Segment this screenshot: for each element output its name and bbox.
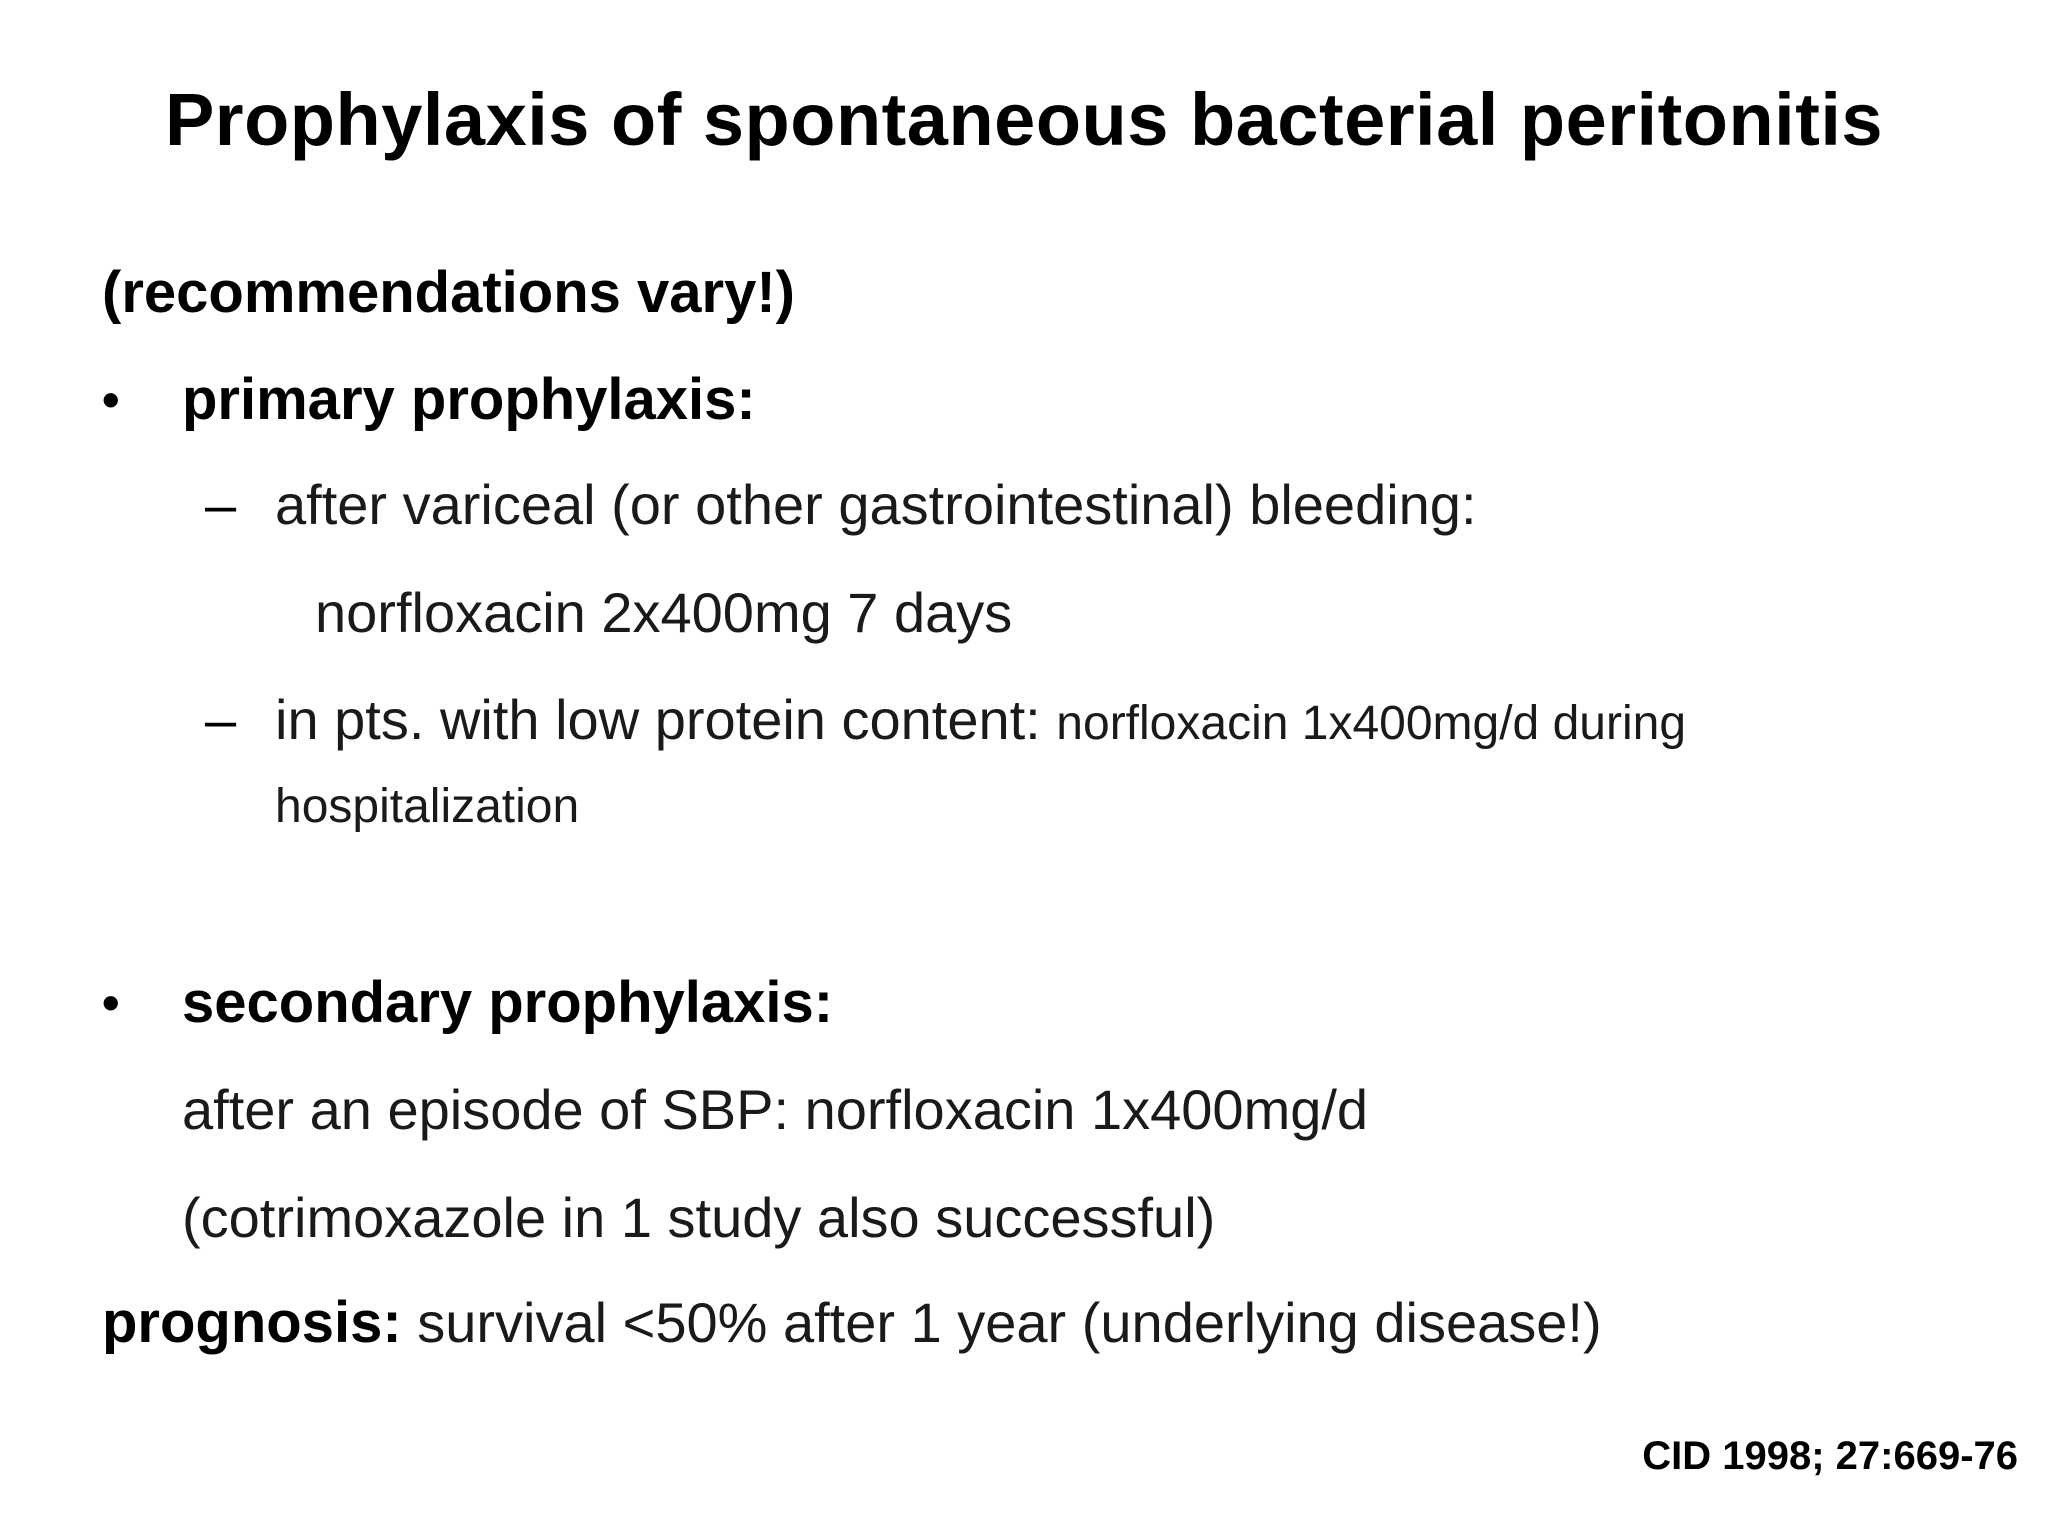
secondary-line-1: after an episode of SBP: norfloxacin 1x400mg/d: [182, 1078, 1369, 1141]
secondary-line-2: (cotrimoxazole in 1 study also successful): [182, 1186, 1216, 1249]
slide-title: Prophylaxis of spontaneous bacterial peritonitis: [164, 78, 1884, 161]
bullet-secondary: •: [102, 975, 120, 1031]
secondary-heading: secondary prophylaxis:: [182, 970, 834, 1035]
primary-item-2-text-small: norfloxacin 1x400mg/d during: [1056, 697, 1687, 750]
prognosis-line: [102, 1288, 1602, 1358]
dash-primary-2: –: [205, 688, 237, 751]
bullet-primary: •: [102, 372, 120, 428]
primary-item-1: after variceal (or other gastrointestinal) bleeding:: [275, 473, 1477, 536]
dash-primary-1: –: [205, 473, 237, 536]
prognosis-label: prognosis:: [102, 1290, 402, 1355]
prognosis-text: survival <50% after 1 year (underlying disease!): [401, 1291, 1602, 1354]
primary-item-2-continuation: hospitalization: [275, 780, 580, 833]
citation: CID 1998; 27:669-76: [1642, 1434, 2018, 1478]
primary-item-2-text: in pts. with low protein content:: [275, 688, 1057, 751]
recommendations-note: (recommendations vary!): [102, 260, 795, 325]
primary-item-2: [275, 685, 1686, 759]
primary-item-1-detail: norfloxacin 2x400mg 7 days: [315, 581, 1013, 644]
primary-heading: primary prophylaxis:: [182, 367, 756, 432]
